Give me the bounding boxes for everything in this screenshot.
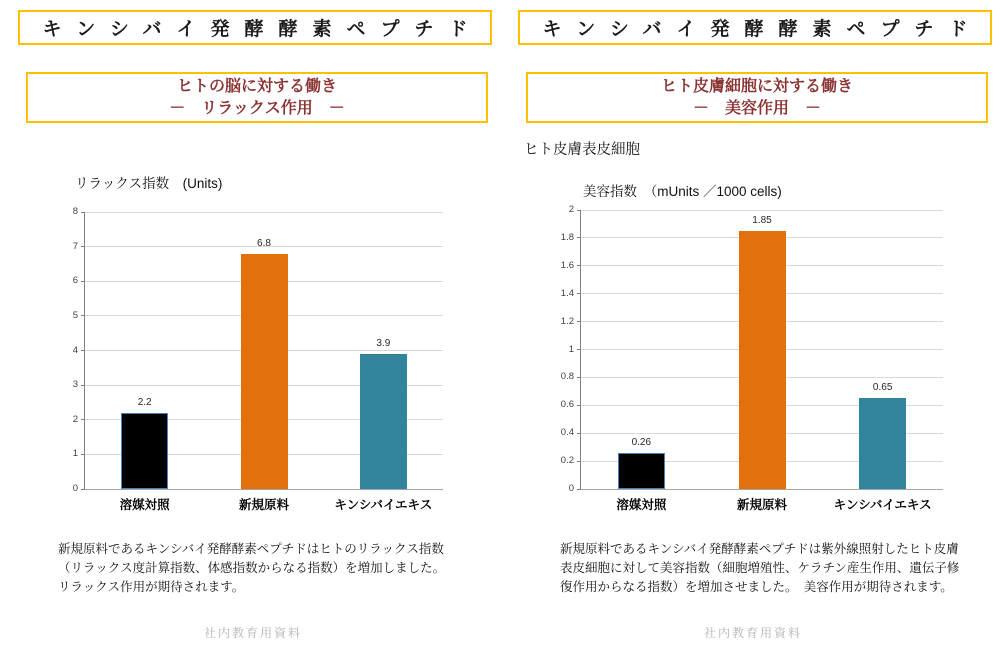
product-title: キンシバイ発酵酵素ペプチド <box>542 18 983 40</box>
y-axis-tick-label: 5 <box>72 309 78 321</box>
y-axis-tick-label: 2 <box>568 204 574 215</box>
y-axis-tick-label: 2 <box>72 413 78 425</box>
y-axis-tick <box>81 212 85 213</box>
y-axis-tick-label: 1.6 <box>560 259 574 271</box>
chart-title: リラックス指数 (Units) <box>75 176 223 191</box>
y-axis-tick-label: 3 <box>72 379 78 391</box>
chart-title: 美容指数 （mUnits ／1000 cells) <box>583 184 782 199</box>
y-axis-tick-label: 0 <box>72 483 78 494</box>
y-axis-tick-label: 0 <box>568 483 574 494</box>
footer-note: 社内教育用資料 <box>203 626 302 640</box>
y-axis-tick <box>81 489 85 490</box>
y-axis-tick-label: 1.4 <box>560 287 574 299</box>
y-axis-tick-label: 6 <box>72 275 78 287</box>
bar-value-label: 6.8 <box>257 237 271 249</box>
category-label: 新規原料 <box>238 498 289 512</box>
subtitle-line1: ヒトの脳に対する働き <box>176 77 337 95</box>
subtitle-line1: ヒト皮膚細胞に対する働き <box>660 77 853 95</box>
y-axis-tick <box>81 350 85 351</box>
y-axis-tick <box>577 461 581 462</box>
y-axis-tick-label: 0.6 <box>560 399 574 411</box>
y-axis-tick-label: 0.2 <box>560 455 574 467</box>
y-axis-tick-label: 7 <box>72 240 78 252</box>
y-axis-tick <box>577 433 581 434</box>
subtitle-box <box>26 72 488 123</box>
bar-キンシバイエキス <box>859 398 906 489</box>
y-axis-tick <box>577 210 581 211</box>
y-axis-tick-label: 1.8 <box>560 231 574 243</box>
y-axis-tick-label: 4 <box>72 344 78 356</box>
y-axis-tick <box>577 237 581 238</box>
footer-note: 社内教育用資料 <box>703 626 802 640</box>
product-title-box <box>18 10 492 45</box>
description-text: 新規原料であるキンシバイ発酵酵素ペプチドはヒトのリラックス指数（リラックス度計算指数、体感指数からなる指数）を増加しました。 リラックス作用が期待されます。 <box>58 542 452 594</box>
bar-value-label: 3.9 <box>376 337 391 349</box>
y-axis-tick <box>81 385 85 386</box>
y-axis-tick <box>577 265 581 266</box>
y-axis-tick-label: 1.2 <box>560 315 574 327</box>
y-axis-tick-label: 1 <box>568 343 574 355</box>
bar-新規原料 <box>241 254 288 489</box>
panel-beauty <box>500 0 1000 664</box>
y-axis-tick <box>81 419 85 420</box>
y-axis-tick <box>577 405 581 406</box>
bar-value-label: 0.65 <box>872 382 893 394</box>
y-axis-tick <box>81 454 85 455</box>
bar-キンシバイエキス <box>360 354 407 489</box>
bar-value-label: 1.85 <box>752 214 772 226</box>
category-label: 溶媒対照 <box>119 498 170 512</box>
y-axis-tick <box>577 321 581 322</box>
bar-chart-relax <box>72 206 443 512</box>
y-axis-tick <box>577 349 581 350</box>
bar-chart-beauty <box>560 204 943 512</box>
bar-溶媒対照 <box>618 453 665 489</box>
product-title: キンシバイ発酵酵素ペプチド <box>42 18 483 40</box>
bar-溶媒対照 <box>121 413 168 489</box>
category-label: キンシバイエキス <box>833 498 932 512</box>
y-axis-tick-label: 1 <box>72 448 78 460</box>
subtitle-line2: － 美容作用 － <box>692 99 821 117</box>
y-axis-tick-label: 8 <box>72 206 78 217</box>
bar-value-label: 2.2 <box>137 396 152 408</box>
description-text: 新規原料であるキンシバイ発酵酵素ペプチドは紫外線照射したヒト皮膚表皮細胞に対して美容指数（細胞増殖性、ケラチン産生作用、遺伝子修復作用からなる指数）を増加させました。 美容作用が期待されます。 <box>560 542 960 594</box>
category-label: 新規原料 <box>736 498 787 512</box>
subtitle-line2: － リラックス作用 － <box>169 99 345 117</box>
y-axis-tick-label: 0.4 <box>560 427 574 439</box>
bar-value-label: 0.26 <box>631 436 652 448</box>
product-title-box <box>518 10 992 45</box>
y-axis-tick <box>81 281 85 282</box>
bar-新規原料 <box>739 231 786 489</box>
cell-type-label: ヒト皮膚表皮細胞 <box>524 142 640 158</box>
category-label: キンシバイエキス <box>334 498 433 512</box>
y-axis-tick <box>81 246 85 247</box>
y-axis-tick <box>577 489 581 490</box>
y-axis-tick <box>577 293 581 294</box>
y-axis-tick-label: 0.8 <box>560 371 574 383</box>
y-axis-tick <box>81 315 85 316</box>
category-label: 溶媒対照 <box>616 498 667 512</box>
y-axis-tick <box>577 377 581 378</box>
subtitle-box <box>526 72 988 123</box>
gridline <box>581 210 943 211</box>
gridline <box>85 212 443 213</box>
